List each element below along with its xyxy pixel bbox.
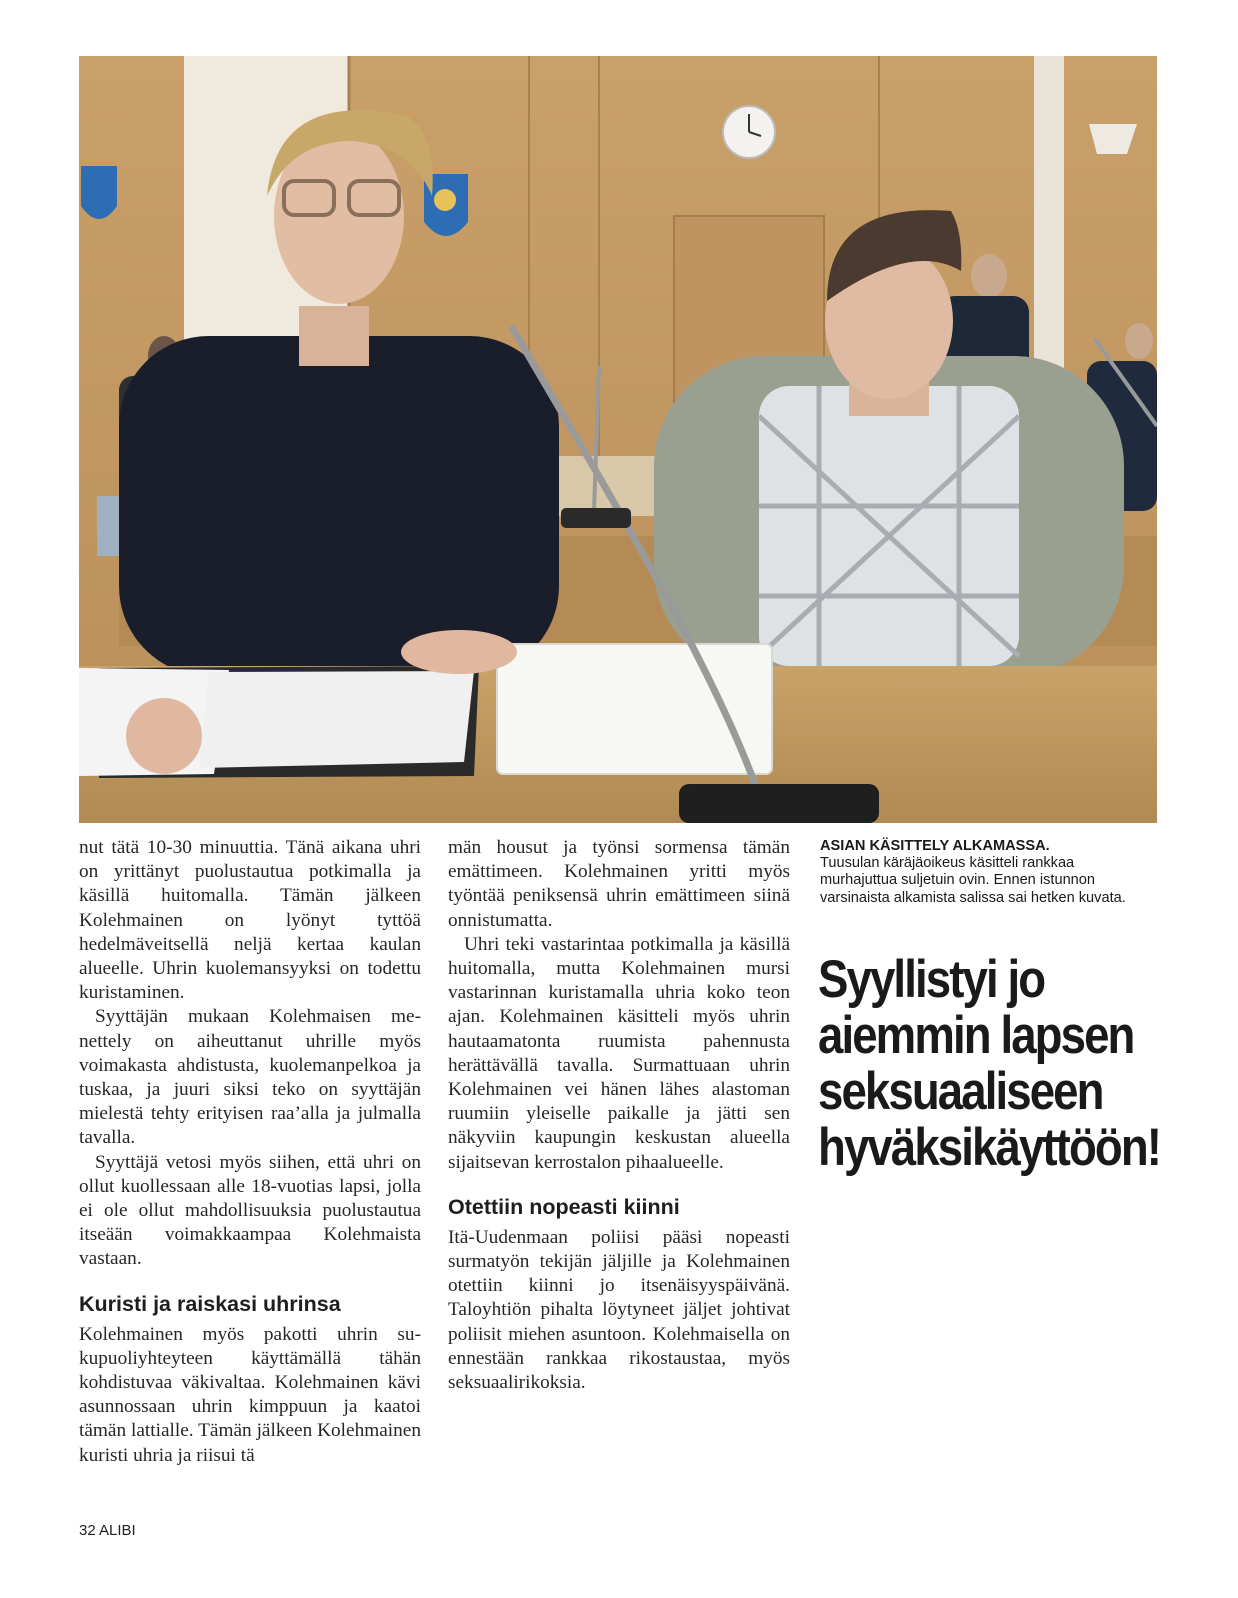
paragraph: nut tätä 10-30 minuuttia. Tänä aikana uhri on yrittänyt puolustautua potkimalla ja käsillä huitomalla. Tämän jälkeen Kolehmainen on lyönyt tyttöä hedelmäveitsellä neljä kertaa kaulan alueelle. Uhrin kuolemansyyksi on todettu kuristaminen. [79, 837, 421, 1004]
headline-line: Syyllistyi jo [818, 950, 1045, 1009]
paragraph: Syyttäjän mukaan Kolehmaisen menettely on aiheuttanut uhrille myös voimakasta ahdistusta, kuolemanpelkoa ja tuskaa, ja juuri siksi teko on syyttäjän mielestä tehty erityisen raa’alla ja julmalla tavalla. [79, 1006, 421, 1149]
paragraph: Itä-Uudenmaan poliisi pääsi nopeasti surmatyön tekijän jäljille ja Kolehmainen otettiin kiinni jo itsenäisyyspäivänä. Taloyhtiön pihalta löytyneet jäljet johtivat poliisit miehen asuntoon. Kolehmaisella on ennestään rankkaa rikostaustaa, myös seksuaalirikoksia. [448, 1226, 790, 1394]
caption-heading: ASIAN KÄSITTELY ALKAMASSA. [820, 838, 1050, 854]
headline [818, 952, 1162, 1176]
courtroom-photo-illustration [79, 56, 1157, 823]
paragraph: Kolehmainen myös pakotti uhrin sukupuoliyhteyteen käyttämällä tähän kohdistuvaa väkivaltaa. Kolehmainen kävi asunnossaan uhrin kimppuun ja kaatoi tämän lattialle. Tämän jälkeen Kolehmainen kuristi uhria ja riisui tä [79, 1323, 421, 1466]
courtroom-photo [79, 56, 1157, 823]
paragraph: Uhri teki vastarintaa potkimalla ja käsillä huitomalla, mutta Kolehmainen mursi vastarinnan kuristamalla uhria koko teon ajan. Kolehmainen käsitteli myös uhrin hautaamatonta ruumista pahennusta herättävällä tavalla. Surmattuaan uhrin Kolehmainen vei hänen lähes alastoman ruumiin yleiselle paikalle ja jätti sen näkyviin kaupungin keskustan alueella sijaitsevan kerrostalon pihaalueelle. [448, 933, 790, 1173]
page-number: 32 [79, 1522, 96, 1539]
subheading: Kuristi ja raiskasi uhrinsa [79, 1291, 341, 1316]
headline-line: hyväksikäyttöön! [818, 1118, 1161, 1177]
paragraph: Syyttäjä vetosi myös siihen, että uhri on ollut kuollessaan alle 18-vuotias lapsi, jolla ei ole ollut mahdollisuuksia puolustautua itseään voimakkaampaa Kolehmaista vastaan. [79, 1151, 421, 1270]
page-folio [79, 1522, 136, 1539]
paragraph: män housut ja työnsi sormensa tämän emättimeen. Kolehmainen yritti myös työntää peniksensä uhrin emättimeen siinä onnistumatta. [448, 837, 790, 931]
headline-line: seksuaaliseen [818, 1062, 1103, 1121]
headline-line: aiemmin lapsen [818, 1006, 1134, 1065]
subheading: Otettiin nopeasti kiinni [448, 1194, 680, 1219]
photo-caption [820, 838, 1152, 907]
article-column-2 [448, 836, 790, 1395]
magazine-name: ALIBI [99, 1522, 136, 1539]
caption-text: Tuusulan käräjäoikeus käsitteli rankkaa murhajuttua suljetuin ovin. Ennen istunnon varsinaista alkamista salissa sai hetken kuvata. [820, 855, 1126, 906]
article-column-1 [79, 836, 421, 1468]
